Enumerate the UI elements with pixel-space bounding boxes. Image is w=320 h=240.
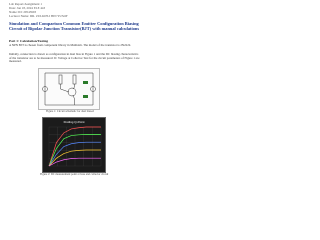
chart-canvas xyxy=(43,118,105,172)
header-line: Lab Report/Assignment 1 xyxy=(9,2,42,6)
q-point-chart xyxy=(42,117,106,173)
circuit-drawing xyxy=(39,69,99,109)
figure-caption: Figure 1: Circuit schematic for dual biased xyxy=(46,110,94,113)
paragraph: Initially, connection is drawn as configuration in dual bias in Figure 1 and the DC biasing characteristics of the transistor are to be measured: IC Voltage at Collector Test for the circuit parameters of Figure 1 are measured. xyxy=(9,52,140,64)
header-line: Name: ID: 29543993 xyxy=(9,10,37,14)
figure-caption: Figure 2: DC measurement point at base and collector circuit xyxy=(40,173,109,176)
document-page xyxy=(0,0,149,198)
paragraph: A NPN BJT is chosen from component library in Multisim. The model of the transistor is 2N2222. xyxy=(9,43,132,47)
circuit-schematic xyxy=(38,68,100,110)
header-line: Lecturer Name: DR. ZULKIFLI BIN YUSOF xyxy=(9,14,68,18)
document-title: Simulation and Comparison Common Emitter Configuration Biasing Circuit of Bipolar Junction Transistor(BJT) with manual calculations xyxy=(9,21,140,31)
section-heading: Part 1: Calculation/Testing xyxy=(9,39,49,43)
chart-title: Finding Q-Point xyxy=(63,120,85,124)
header-line: Date: Jan 18, 2024 ELE 443 xyxy=(9,6,46,10)
